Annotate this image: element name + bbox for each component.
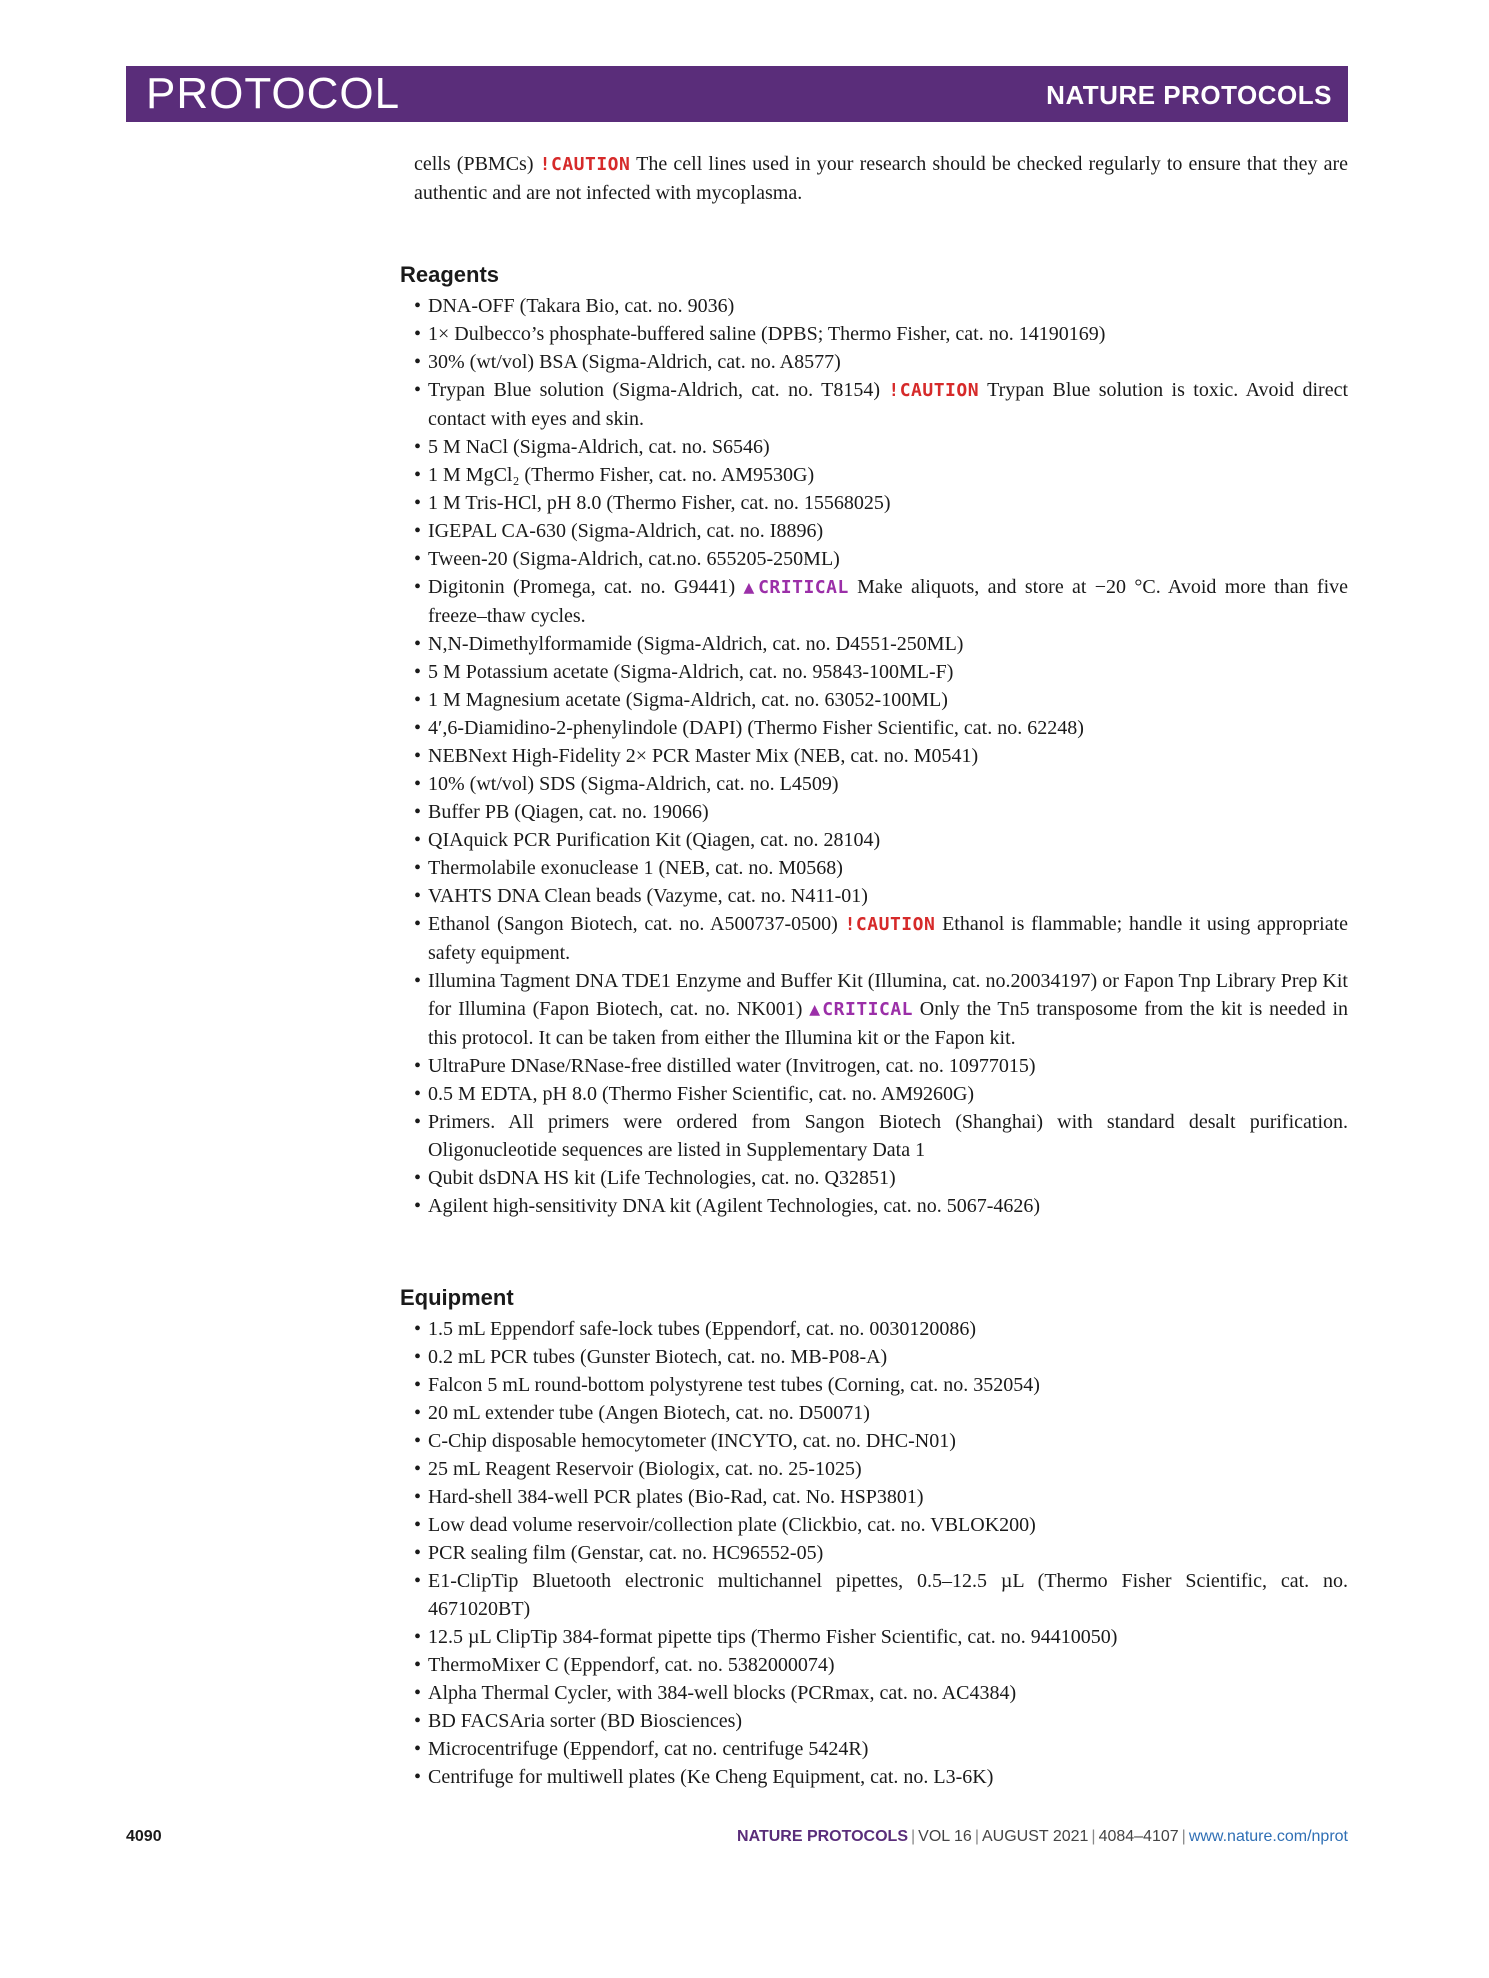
equipment-heading: Equipment <box>400 1285 514 1310</box>
item-text: 1.5 mL Eppendorf safe-lock tubes (Eppendorf, cat. no. 0030120086) <box>428 1318 976 1340</box>
intro-text: The cell lines used in your research should be checked regularly to ensure that they are authentic and are not infected with mycoplasma. <box>414 153 1349 204</box>
item-text: Hard-shell 384-well PCR plates (Bio-Rad, cat. No. HSP3801) <box>428 1486 924 1508</box>
item-text: Thermolabile exonuclease 1 (NEB, cat. no. M0568) <box>428 857 843 879</box>
item-text: UltraPure DNase/RNase-free distilled water (Invitrogen, cat. no. 10977015) <box>428 1055 1036 1077</box>
item-text: BD FACSAria sorter (BD Biosciences) <box>428 1710 743 1732</box>
item-text: 12.5 µL ClipTip 384-format pipette tips (Thermo Fisher Scientific, cat. no. 94410050) <box>428 1626 1118 1648</box>
equipment-item <box>414 1455 1348 1483</box>
journal-name: NATURE PROTOCOLS <box>1046 80 1332 110</box>
item-text: 10% (wt/vol) SDS (Sigma-Aldrich, cat. no. L4509) <box>428 773 839 795</box>
page-header-banner <box>126 66 1348 122</box>
reagents-item <box>414 573 1348 630</box>
item-text: C-Chip disposable hemocytometer (INCYTO, cat. no. DHC-N01) <box>428 1430 956 1452</box>
item-text: DNA-OFF (Takara Bio, cat. no. 9036) <box>428 295 735 317</box>
reagents-item <box>414 798 1348 826</box>
item-note: Trypan Blue solution is toxic. Avoid direct contact with eyes and skin. <box>428 379 1348 430</box>
item-text: Buffer PB (Qiagen, cat. no. 19066) <box>428 801 709 823</box>
equipment-item <box>414 1315 1348 1343</box>
intro-lead: cells (PBMCs) <box>414 153 534 175</box>
critical-flag: ▲CRITICAL <box>743 577 849 598</box>
item-text: E1-ClipTip Bluetooth electronic multichannel pipettes, 0.5–12.5 µL (Thermo Fisher Scientific, cat. no. 4671020BT) <box>428 1570 1348 1620</box>
item-note: Make aliquots, and store at −20 °C. Avoid more than five freeze–thaw cycles. <box>428 576 1349 627</box>
item-text: 25 mL Reagent Reservoir (Biologix, cat. no. 25-1025) <box>428 1458 862 1480</box>
reagents-heading: Reagents <box>400 262 500 287</box>
item-text: 30% (wt/vol) BSA (Sigma-Aldrich, cat. no. A8577) <box>428 351 841 373</box>
item-note: Ethanol is flammable; handle it using appropriate safety equipment. <box>428 913 1349 964</box>
reagents-item <box>414 1052 1348 1080</box>
footer-date: AUGUST 2021 <box>981 1828 1089 1845</box>
equipment-item <box>414 1511 1348 1539</box>
item-text: 5 M NaCl (Sigma-Aldrich, cat. no. S6546) <box>428 436 770 458</box>
equipment-item <box>414 1483 1348 1511</box>
reagents-item <box>414 967 1348 1052</box>
reagents-list <box>414 292 1348 1220</box>
item-text: Agilent high-sensitivity DNA kit (Agilent Technologies, cat. no. 5067-4626) <box>428 1195 1041 1217</box>
reagents-item <box>414 910 1348 967</box>
reagents-item <box>414 376 1348 433</box>
reagents-item <box>414 1164 1348 1192</box>
journal-link[interactable]: www.nature.com/nprot <box>1188 1828 1348 1845</box>
reagents-item <box>414 433 1348 461</box>
caution-flag: !CAUTION <box>539 154 631 175</box>
item-text: 20 mL extender tube (Angen Biotech, cat. no. D50071) <box>428 1402 870 1424</box>
item-text: 1 M MgCl₂ (Thermo Fisher, cat. no. AM9530G) <box>428 464 815 486</box>
item-text: 1 M Magnesium acetate (Sigma-Aldrich, cat. no. 63052-100ML) <box>428 689 948 711</box>
equipment-item <box>414 1623 1348 1651</box>
reagents-item <box>414 686 1348 714</box>
reagents-item <box>414 658 1348 686</box>
equipment-item <box>414 1427 1348 1455</box>
item-text: Primers. All primers were ordered from Sangon Biotech (Shanghai) with standard desalt purification. Oligonucleotide sequences are listed in Supplementary Data 1 <box>428 1111 1348 1161</box>
reagents-item <box>414 292 1348 320</box>
item-text: 0.5 M EDTA, pH 8.0 (Thermo Fisher Scientific, cat. no. AM9260G) <box>428 1083 975 1105</box>
equipment-item <box>414 1399 1348 1427</box>
equipment-item <box>414 1707 1348 1735</box>
reagents-item <box>414 320 1348 348</box>
reagents-item <box>414 826 1348 854</box>
item-text: Microcentrifuge (Eppendorf, cat no. centrifuge 5424R) <box>428 1738 869 1760</box>
critical-flag: ▲CRITICAL <box>809 999 914 1020</box>
item-text: Centrifuge for multiwell plates (Ke Cheng Equipment, cat. no. L3-6K) <box>428 1766 994 1788</box>
section-label: PROTOCOL <box>146 69 401 118</box>
footer-journal: NATURE PROTOCOLS <box>737 1828 908 1845</box>
equipment-item <box>414 1735 1348 1763</box>
item-text: VAHTS DNA Clean beads (Vazyme, cat. no. N411-01) <box>428 885 868 907</box>
item-note: Only the Tn5 transposome from the kit is needed in this protocol. It can be taken from either the Illumina kit or the Fapon kit. <box>428 998 1349 1049</box>
item-text: Illumina Tagment DNA TDE1 Enzyme and Buffer Kit (Illumina, cat. no.20034197) or Fapon Tnp Library Prep Kit for Illumina (Fapon Biotech, cat. no. NK001) <box>428 970 1348 1020</box>
equipment-item <box>414 1567 1348 1623</box>
item-text: Tween-20 (Sigma-Aldrich, cat.no. 655205-250ML) <box>428 548 840 570</box>
equipment-item <box>414 1539 1348 1567</box>
caution-flag: !CAUTION <box>844 914 936 935</box>
citation-line: NATURE PROTOCOLS | VOL 16 | AUGUST 2021 | 4084–4107 | www.nature.com/nprot <box>737 1828 1348 1845</box>
reagents-item <box>414 854 1348 882</box>
caution-flag: !CAUTION <box>888 380 980 401</box>
equipment-list <box>414 1315 1348 1791</box>
item-text: N,N-Dimethylformamide (Sigma-Aldrich, cat. no. D4551-250ML) <box>428 633 964 655</box>
reagents-item <box>414 1108 1348 1164</box>
item-text: 5 M Potassium acetate (Sigma-Aldrich, cat. no. 95843-100ML-F) <box>428 661 954 683</box>
equipment-item <box>414 1763 1348 1791</box>
reagents-item <box>414 714 1348 742</box>
item-text: NEBNext High-Fidelity 2× PCR Master Mix (NEB, cat. no. M0541) <box>428 745 979 767</box>
item-text: Qubit dsDNA HS kit (Life Technologies, cat. no. Q32851) <box>428 1167 896 1189</box>
equipment-item <box>414 1371 1348 1399</box>
footer-pages: 4084–4107 <box>1098 1828 1179 1845</box>
item-text: IGEPAL CA-630 (Sigma-Aldrich, cat. no. I8896) <box>428 520 824 542</box>
equipment-item <box>414 1651 1348 1679</box>
reagents-item <box>414 348 1348 376</box>
reagents-item <box>414 630 1348 658</box>
equipment-item <box>414 1343 1348 1371</box>
item-text: 1× Dulbecco’s phosphate-buffered saline (DPBS; Thermo Fisher, cat. no. 14190169) <box>428 323 1106 345</box>
reagents-item <box>414 545 1348 573</box>
item-text: QIAquick PCR Purification Kit (Qiagen, cat. no. 28104) <box>428 829 881 851</box>
item-text: Digitonin (Promega, cat. no. G9441) <box>428 576 736 598</box>
item-text: Falcon 5 mL round-bottom polystyrene test tubes (Corning, cat. no. 352054) <box>428 1374 1040 1396</box>
item-text: 1 M Tris-HCl, pH 8.0 (Thermo Fisher, cat. no. 15568025) <box>428 492 891 514</box>
reagents-item <box>414 770 1348 798</box>
item-text: ThermoMixer C (Eppendorf, cat. no. 5382000074) <box>428 1654 835 1676</box>
item-text: PCR sealing film (Genstar, cat. no. HC96552-05) <box>428 1542 824 1564</box>
reagents-item <box>414 742 1348 770</box>
reagents-item <box>414 1080 1348 1108</box>
reagents-item <box>414 1192 1348 1220</box>
item-text: Alpha Thermal Cycler, with 384-well blocks (PCRmax, cat. no. AC4384) <box>428 1682 1017 1704</box>
reagents-item <box>414 489 1348 517</box>
item-text: Trypan Blue solution (Sigma-Aldrich, cat. no. T8154) <box>428 379 880 401</box>
item-text: 4′,6-Diamidino-2-phenylindole (DAPI) (Thermo Fisher Scientific, cat. no. 62248) <box>428 717 1084 739</box>
equipment-item <box>414 1679 1348 1707</box>
item-text: Low dead volume reservoir/collection plate (Clickbio, cat. no. VBLOK200) <box>428 1514 1036 1536</box>
intro-paragraph <box>414 150 1348 207</box>
reagents-item <box>414 461 1348 489</box>
reagents-item <box>414 517 1348 545</box>
footer-volume: VOL 16 <box>918 1828 972 1845</box>
item-text: Ethanol (Sangon Biotech, cat. no. A500737-0500) <box>428 913 838 935</box>
item-text: 0.2 mL PCR tubes (Gunster Biotech, cat. no. MB-P08-A) <box>428 1346 888 1368</box>
reagents-item <box>414 882 1348 910</box>
page-number: 4090 <box>126 1828 162 1845</box>
